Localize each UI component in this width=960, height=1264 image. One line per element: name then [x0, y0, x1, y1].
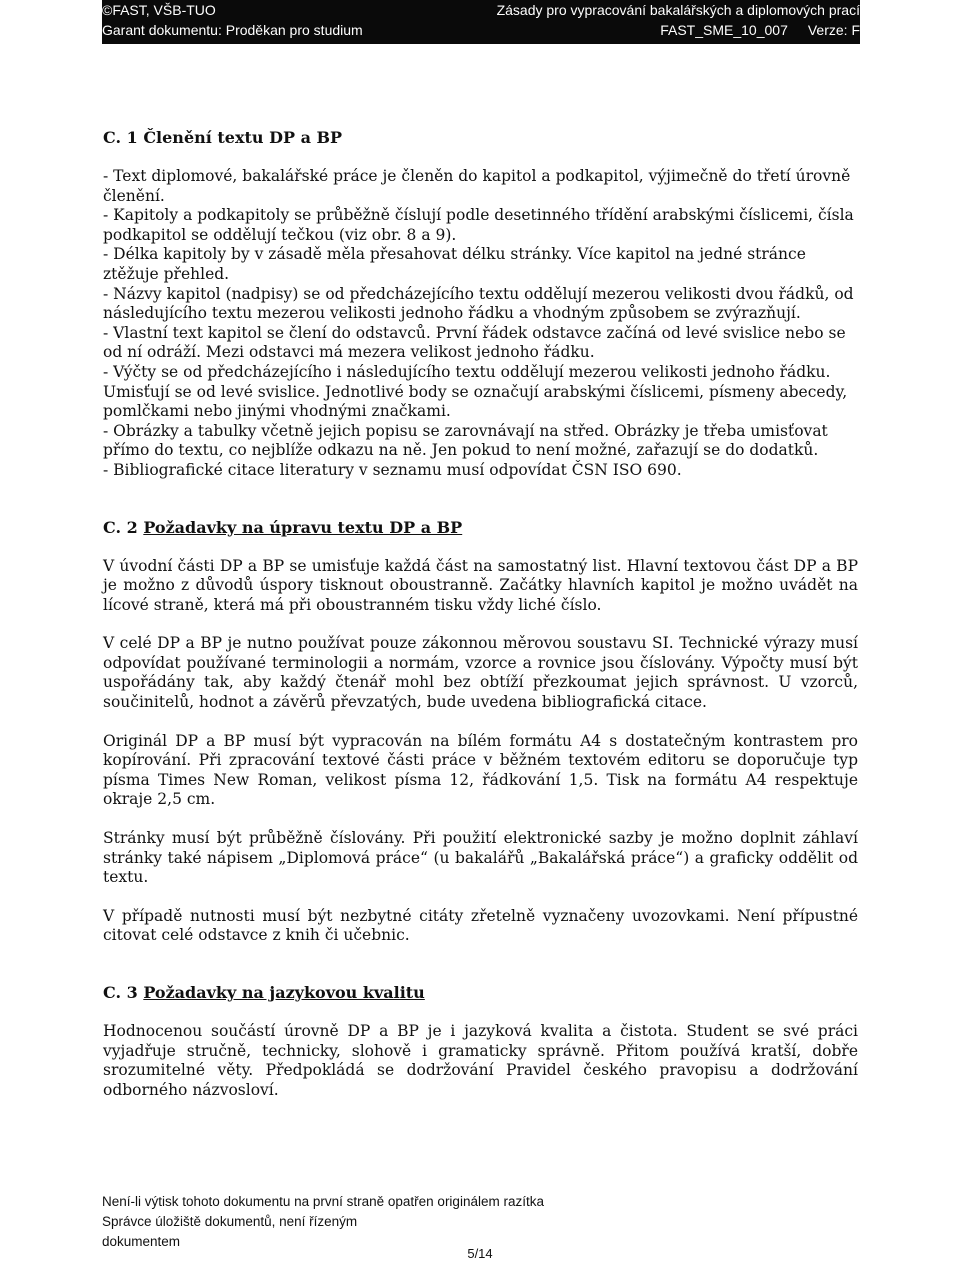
list-item: - Vlastní text kapitol se člení do odstavců. První řádek odstavce začíná od levé svislice nebo se od ní odráží. Mezi odstavci má mezera velikost jednoho řádku. [103, 323, 846, 362]
section-heading [103, 128, 858, 148]
paragraph: Originál DP a BP musí být vypracován na bílém formátu A4 s dostatečným kontrastem pro kopírování. Při zpracování textové části práce v běžném textovém editoru se doporučuje typ písma Times New Roman, velikost písma 12, řádkování 1,5. Tisk na formátu A4 respektuje okraje 2,5 cm. [103, 731, 858, 809]
page-number: 5/14 [467, 1246, 493, 1261]
header-version: Verze: F [807, 22, 860, 38]
paragraph: V úvodní části DP a BP se umisťuje každá část na samostatný list. Hlavní textovou část DP a BP je možno z důvodů úspory tisknout oboustranně. Začátky hlavních kapitol je možno uvádět na lícové straně, která má při oboustranném tisku vždy liché číslo. [103, 556, 858, 614]
bullet-list [103, 167, 858, 481]
header-guarantor: Garant dokumentu: Proděkan pro studium [102, 22, 363, 38]
paragraph: Hodnocenou součástí úrovně DP a BP je i jazyková kvalita a čistota. Student se své práci vyjadřuje stručně, technicky, slohově i gramaticky správně. Přitom používá kratší, dobře srozumitelné věty. Předpokládá se dodržování Pravidel českého pravopisu a dodržování odborného názvosloví. [103, 1022, 858, 1099]
section-number: C. 3 [103, 983, 138, 1002]
section-title: Požadavky na jazykovou kvalitu [143, 983, 425, 1002]
paragraph: V celé DP a BP je nutno používat pouze zákonnou měrovou soustavu SI. Technické výrazy musí odpovídat používané terminologii a normám, vzorce a rovnice jsou číslovány. Výpočty musí být uspořádány tak, aby každý čtenář mohl bez obtíží přezkoumat jejich správnost. U vzorců, součinitelů, hodnot a závěrů převzatých, bude uvedena bibliografická citace. [103, 634, 858, 712]
footer-note-line: Správce úložiště dokumentů, není řízeným [102, 1214, 358, 1229]
paragraph: Stránky musí být průběžně číslovány. Při použití elektronické sazby je možno doplnit záhlaví stránky také nápisem „Diplomová práce“ (u bakalářů „Bakalářská práce“) a graficky oddělit od textu. [103, 829, 858, 887]
list-item: - Délka kapitoly by v zásadě měla přesahovat délku stránky. Více kapitol na jedné stránce ztěžuje přehled. [103, 245, 806, 283]
list-item: - Názvy kapitol (nadpisy) se od předcházejícího textu oddělují mezerou velikosti dvou řádků, od následujícího textu mezerou velikosti jednoho řádku a vhodným způsobem se zvýrazňují. [103, 284, 854, 323]
list-item: - Kapitoly a podkapitoly se průběžně číslují podle desetinného třídění arabskými číslicemi, čísla podkapitol se oddělují tečkou (viz obr. 8 a 9). [103, 206, 854, 244]
section-number: C. 2 [103, 517, 138, 537]
header-organization: ©FAST, VŠB-TUO [102, 2, 216, 18]
document-body [103, 128, 858, 1100]
section-c3 [103, 983, 858, 1100]
section-c2 [103, 518, 858, 947]
list-item: - Obrázky a tabulky včetně jejich popisu se zarovnávají na střed. Obrázky je třeba umisťovat přímo do textu, co nejblíže odkazu na ně. Jen pokud to není možné, zařazují se do dodatků. [103, 421, 828, 460]
list-item: - Text diplomové, bakalářské práce je členěn do kapitol a podkapitol, výjimečně do třetí úrovně členění. [103, 167, 851, 205]
section-number: C. 1 [103, 128, 138, 147]
section-c1 [103, 128, 858, 481]
header-document-title: Zásady pro vypracování bakalářských a diplomových prací [496, 2, 860, 18]
section-title: Členění textu DP a BP [143, 128, 343, 147]
list-item: - Bibliografické citace literatury v seznamu musí odpovídat ČSN ISO 690. [103, 460, 682, 479]
section-heading [103, 518, 858, 538]
footer-note-line: Není-li výtisk tohoto dokumentu na první straně opatřen originálem razítka [102, 1194, 544, 1209]
page-header [102, 0, 860, 44]
list-item: - Výčty se od předcházejícího i následujícího textu oddělují mezerou velikosti jednoho řádku. Umisťují se od levé svislice. Jednotlivé body se označují arabskými číslicemi, písmeny abecedy, pomlčkami nebo jinými vhodnými značkami. [103, 362, 848, 421]
paragraph: V případě nutnosti musí být nezbytné citáty zřetelně vyznačeny uvozovkami. Není přípustné citovat celé odstavce z knih či učebnic. [103, 906, 858, 945]
section-heading [103, 983, 858, 1003]
header-doc-code: FAST_SME_10_007 [660, 22, 788, 38]
footer-note-line: dokumentem [102, 1234, 181, 1249]
page-footer [102, 1192, 544, 1252]
section-title: Požadavky na úpravu textu DP a BP [143, 517, 463, 537]
